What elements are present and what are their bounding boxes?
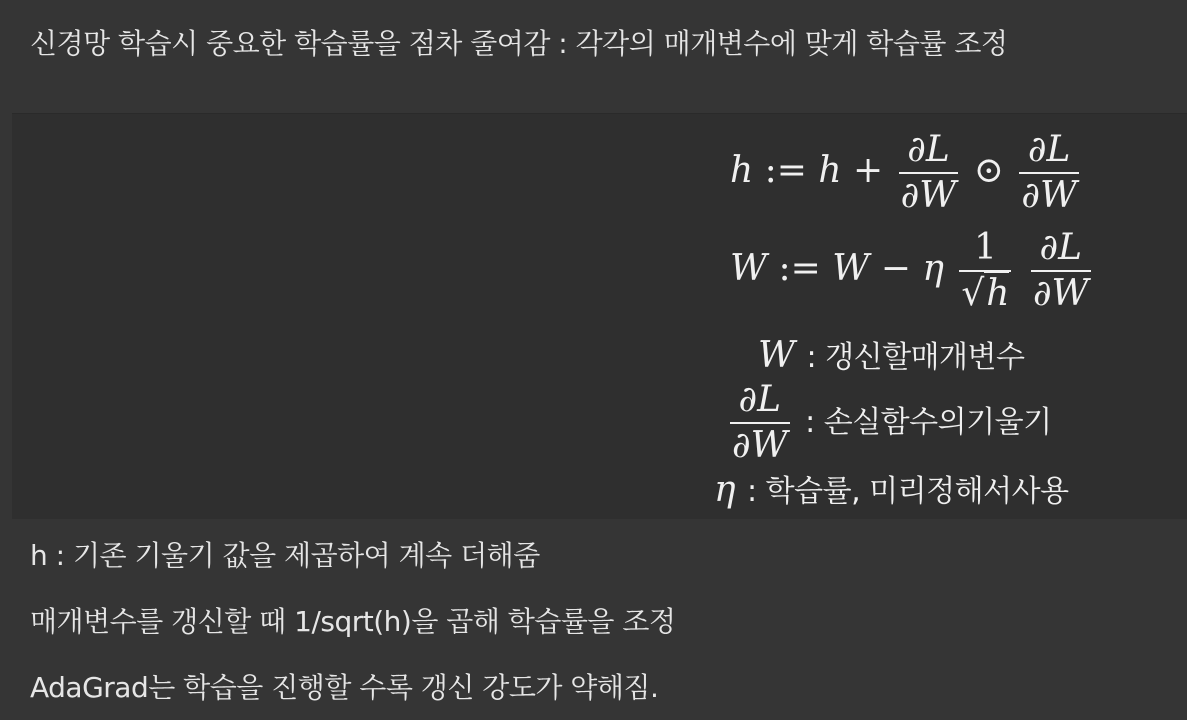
eq2-fraction-grad [1031,226,1091,316]
eq1-assign: := [764,150,807,191]
sqrt-sign: √ [961,273,985,314]
legend-w [758,332,1024,376]
paragraph-h-desc: h : 기존 기울기 값을 제곱하여 계속 더해줌 [30,539,540,572]
eq2-term: W [832,248,870,289]
eq2-minus: − [880,248,911,289]
legend-grad-num: ∂L [730,378,790,424]
eq1-plus: + [853,150,884,191]
eq1-fraction-1 [899,128,959,218]
equation-w-update [730,226,1095,316]
eq1-hadamard: ⊙ [973,150,1004,191]
eq2-eta: η [922,248,944,289]
legend-grad-fraction [730,378,790,468]
math-block [12,113,1187,519]
eq1-frac2-num: ∂L [1019,128,1079,174]
legend-grad-desc: : 손실함수의기울기 [805,405,1052,440]
eq1-frac2-den: ∂W [1021,175,1077,216]
eq2-frac-den: ∂W [1032,273,1089,314]
paragraph-adagrad-desc: AdaGrad는 학습을 진행할 수록 갱신 강도가 약해짐. [30,671,659,704]
eq1-fraction-2 [1019,128,1079,218]
eq2-sqrt-h [959,272,1011,316]
legend-eta [714,466,1069,510]
legend-grad-den: ∂W [732,425,788,466]
legend-eta-symbol: η [714,469,736,510]
eq1-term: h [818,150,842,191]
eq1-frac1-num: ∂L [899,128,959,174]
eq1-frac1-den: ∂W [900,175,957,216]
eq2-fraction-sqrt [959,226,1011,316]
eq2-one: 1 [959,226,1011,272]
legend-gradient [726,378,1052,468]
eq2-lhs: W [730,248,768,289]
sqrt-radicand: h [986,273,1010,314]
legend-w-desc: : 갱신할매개변수 [806,340,1025,375]
legend-w-symbol: W [758,335,796,376]
paragraph-sqrt-desc: 매개변수를 갱신할 때 1/sqrt(h)을 곱해 학습률을 조정 [30,605,676,638]
eq2-frac-num: ∂L [1031,226,1091,272]
intro-text: 신경망 학습시 중요한 학습률을 점차 줄여감 : 각각의 매개변수에 맞게 학습률 조정 [30,27,1008,60]
eq2-assign: := [778,248,821,289]
equation-h-update [730,128,1083,218]
legend-eta-desc: : 학습률, 미리정해서사용 [747,474,1069,509]
eq1-lhs: h [730,150,754,191]
